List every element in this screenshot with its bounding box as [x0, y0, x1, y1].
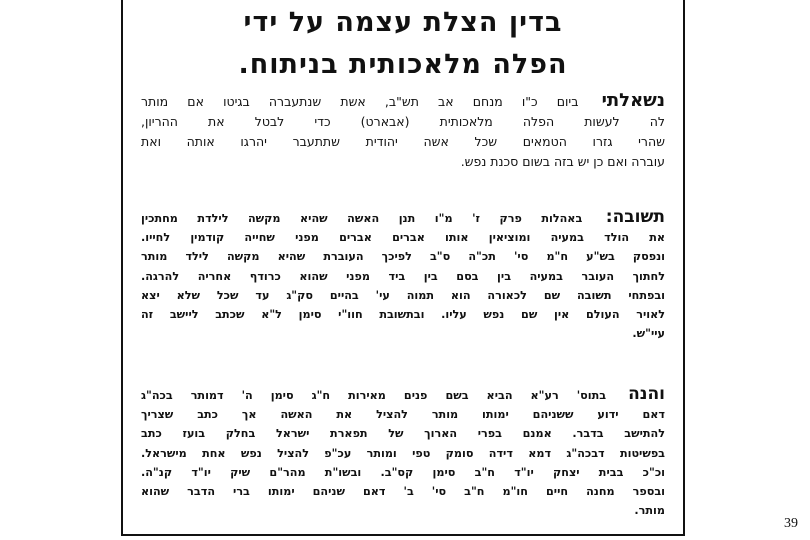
answer-line: באהלות פרק ז' מ"ו תנן האשה שהיא מקשה לילדת מחתכין [141, 212, 583, 225]
title-line-2: הפלה מלאכותית בניתוח. [238, 49, 568, 80]
question-line: עוברה ואם כן יש בזה בשום סכנת נפש. [460, 154, 665, 169]
title-line-1: בדין הצלת עצמה על ידי [243, 7, 563, 38]
document-page [121, 0, 685, 536]
question-lead: נשאלתי [601, 91, 665, 111]
answer-lead: תשובה: [605, 208, 665, 227]
answer-line: את הולד במעיה ומוציאין אותו אברים אברים מפני שחייה קודמין לחייו. [141, 231, 665, 245]
question-paragraph [141, 91, 665, 172]
answer-line: ובפתחי תשובה שם לכאורה הוא תמוה עי' בהיים סק"ג עד שכל שלא יצא [141, 288, 665, 302]
answer-line: עיי"ש. [632, 327, 665, 341]
answer-line: לאויר העולם אין שם נפש עליו. ובתשובת חוו"י סימן ל"א שכתב ליישב זה [141, 308, 665, 322]
answer-line: לחתוך העובר במעיה בין בסם בין ביד מפני שהוא כרודף אחריה להרגה. [141, 269, 665, 283]
answer-paragraph [141, 208, 665, 343]
note-paragraph [141, 385, 665, 520]
note-line: דאם ידוע ששניהם ימותו מותר להציל את האשה אך כתב שצריך [141, 408, 665, 422]
answer-line: ונפסק בש"ע ח"מ סי' תכ"ה ס"ב לפיכך העוברת שהיא מקשה לילד מותר [141, 250, 665, 264]
note-line: בתוס' רע"א הביא בשם פנים מאירות ח"ג סימן ה' דמותר בכה"ג [141, 389, 607, 402]
question-line: לה לעשות הפלה מלאכותית (אבארט) כדי לבטל את ההריון, [141, 114, 665, 129]
question-line: ביום כ"ו מנחם אב תש"ב, אשת שנתעברה בגיטו אם מותר [141, 94, 579, 109]
question-line: שהרי גזרו הטמאים שכל אשה יהודית שתתעבר יהרגו אותה ואת [141, 134, 665, 149]
note-lead: והנה [628, 385, 665, 404]
note-line: ובספר מחנה חיים חו"מ ח"ב סי' ב' דאם שניהם ימותו ברי הדבר שהוא [141, 485, 665, 499]
note-line: להתישב בדבר. אמנם בפרי הארוך של תפארת ישראל בחלק בועז כתב [141, 427, 665, 441]
note-line: בפשיטות דבכה"ג דמא דידה סומק טפי ומותר עכ"פ להציל נפש אחת מישראל. [141, 446, 665, 460]
page-number: 39 [784, 516, 798, 531]
note-line: מותר. [634, 504, 665, 518]
note-line: וכ"כ בבית יצחק יו"ד ח"ב סימן קס"ב. ובשו"ת מהר"ם שיק יו"ד קנ"ה. [141, 465, 665, 479]
